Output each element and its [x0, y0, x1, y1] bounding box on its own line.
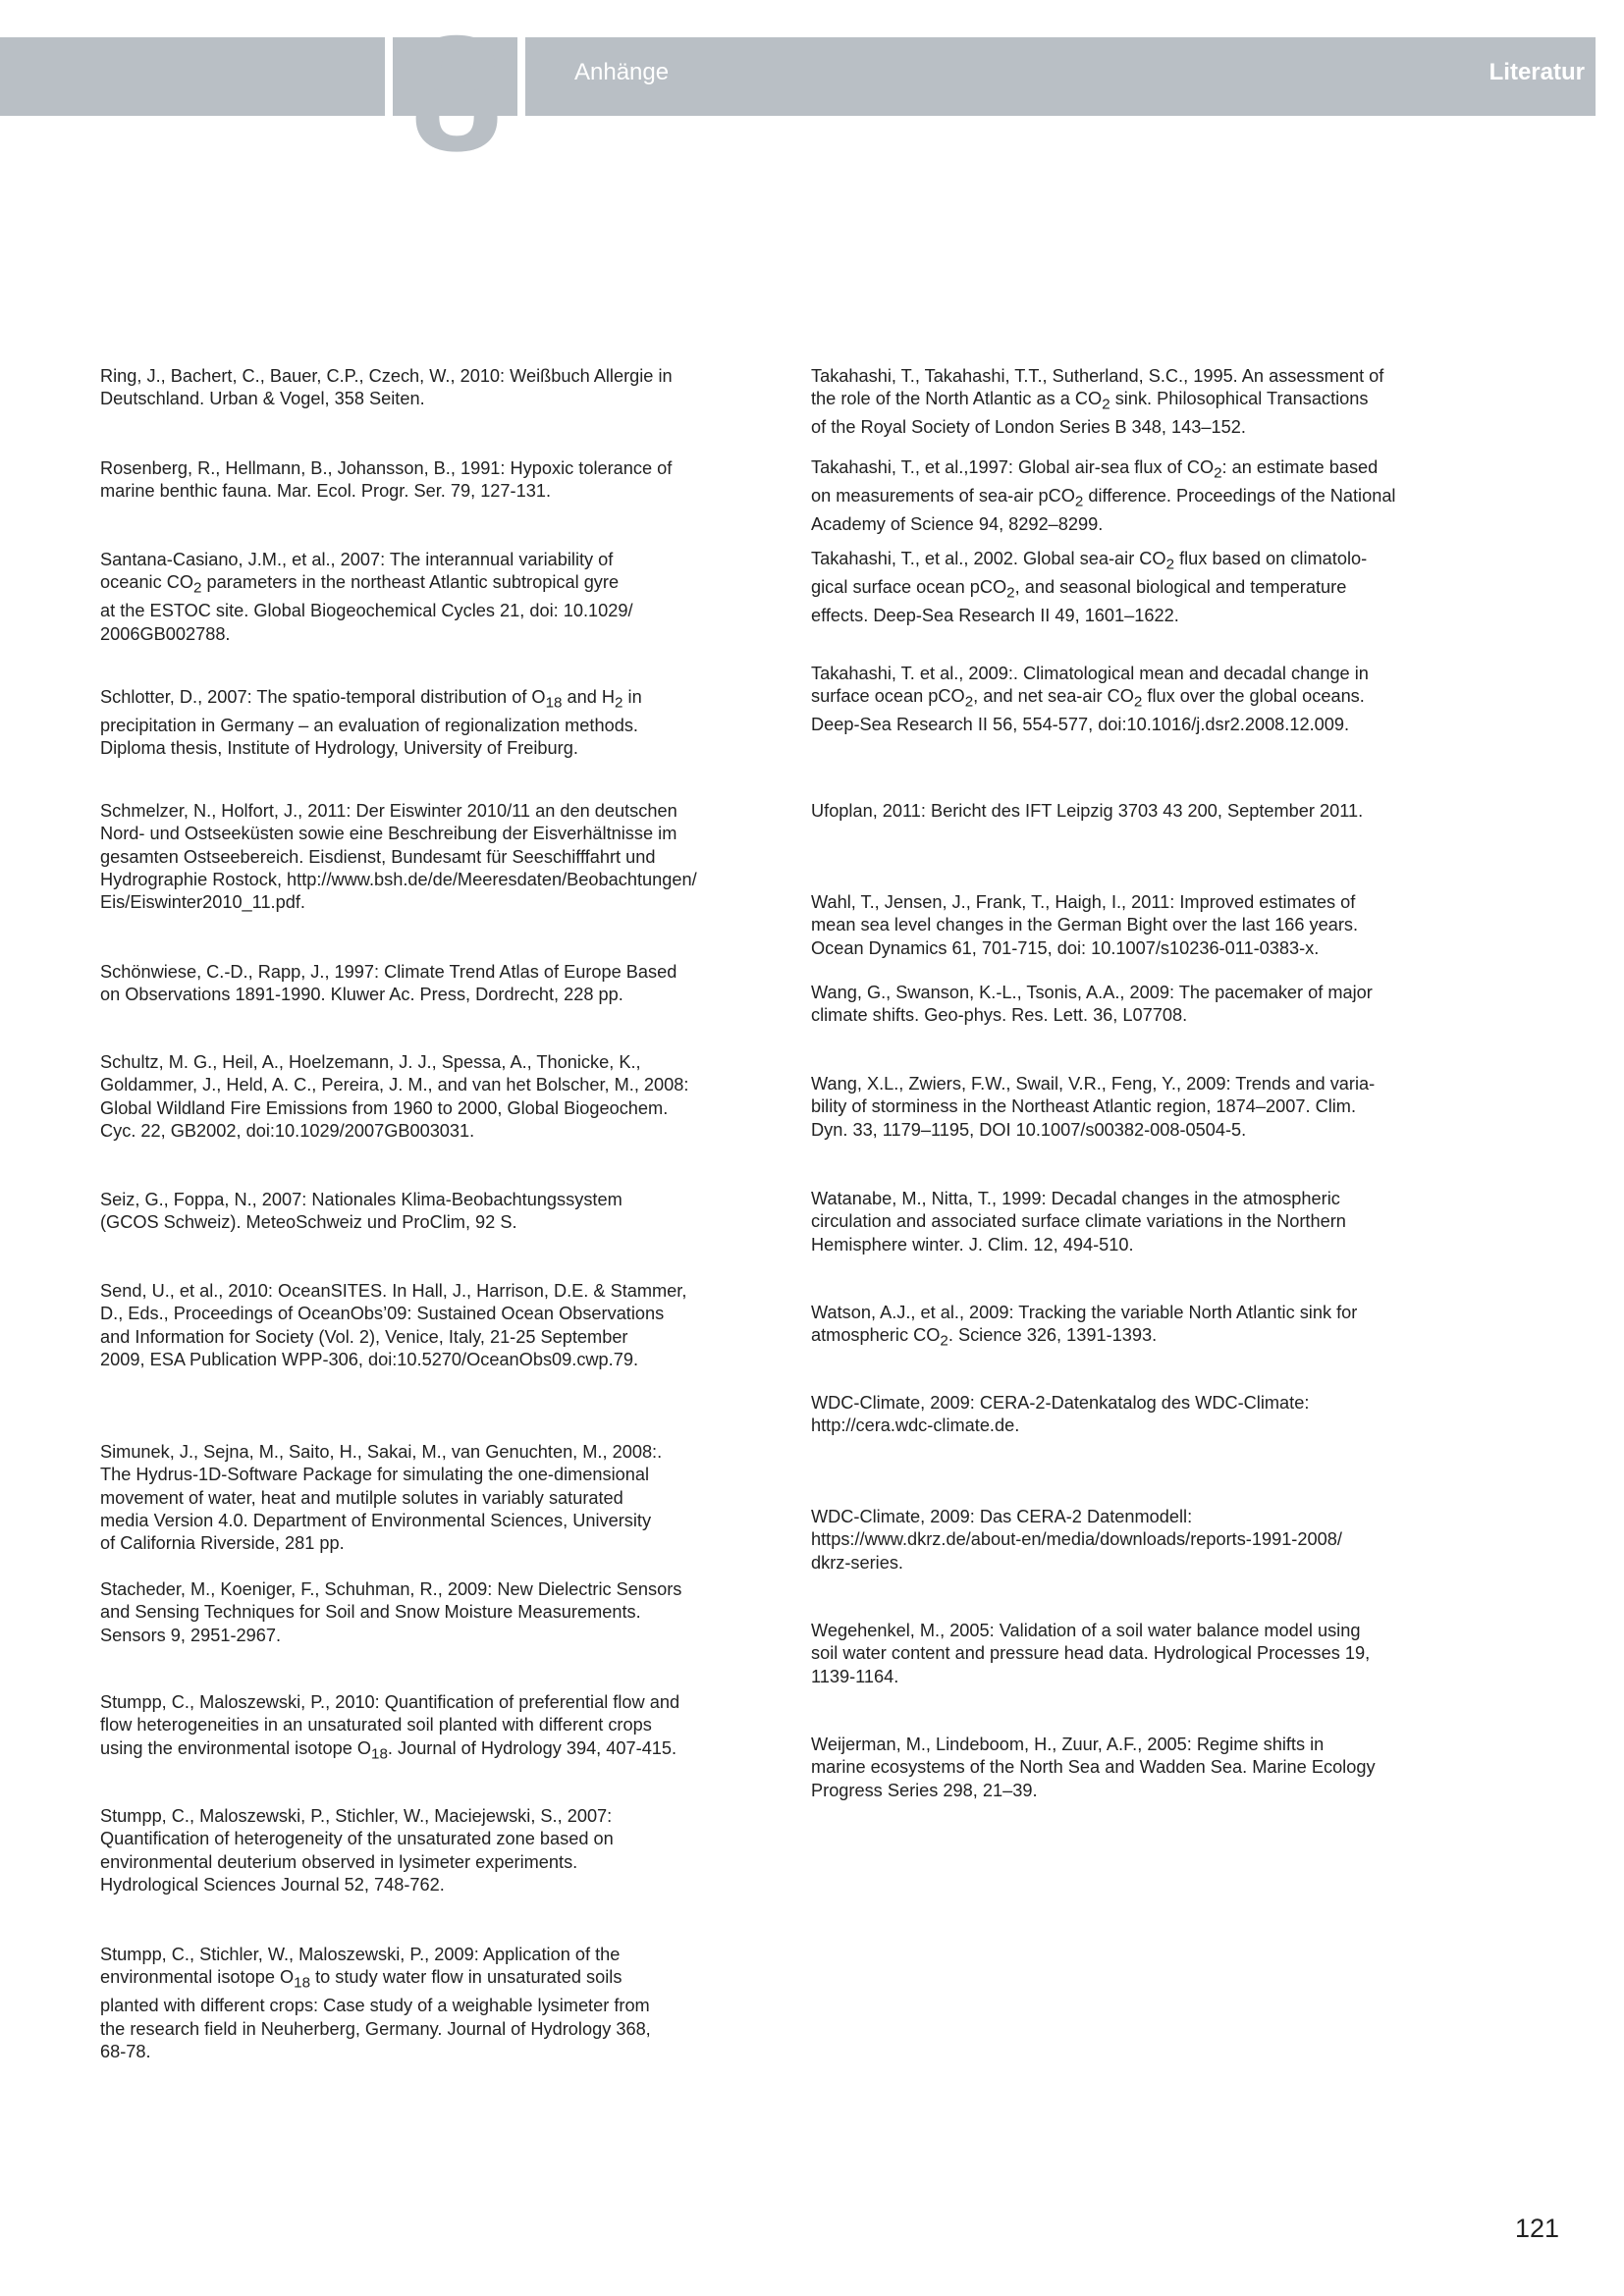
reference-entry: Schlotter, D., 2007: The spatio-temporal distribution of $O_{18}$ and $H_2$ in precipitation in Germany – an evaluation of regionalization methods. Diploma thesis, Institute of Hydrology, University of Freiburg.	[100, 687, 642, 759]
reference-entry: Takahashi, T., et al., 2002. Global sea-air $CO_2$ flux based on climatolo- gical surface ocean pCO$_2$, and seasonal biological and temperature effects. Deep-Sea Research II 49, 1601–1622.	[811, 549, 1368, 625]
reference-entry: Schmelzer, N., Holfort, J., 2011: Der Eiswinter 2010/11 an den deutschen Nord- und Ostseeküsten sowie eine Beschreibung der Eisverhältnisse im gesamten Ostseebereich. Eisdienst, Bundesamt für Seeschifffahrt und Hydrographie Rostock, http://www.bsh.de/de/Meeresdaten/Beobachtungen/ Eis/Eiswinter2010_11.pdf.	[100, 801, 697, 913]
reference-entry: Takahashi, T. et al., 2009:. Climatological mean and decadal change in surface ocean pCO$_2$, and net sea-air $CO_2$ flux over the global oceans. Deep-Sea Research II 56, 554-577, doi:10.1016/j.dsr2.2008.12.009.	[811, 664, 1369, 735]
section-name: Anhänge	[574, 59, 670, 85]
reference-entry: Wegehenkel, M., 2005: Validation of a soil water balance model using soil water content and pressure head data. Hydrological Processes 19, 1139-1164.	[811, 1621, 1371, 1686]
reference-entry: Simunek, J., Sejna, M., Saito, H., Sakai, M., van Genuchten, M., 2008:. The Hydrus-1D-Software Package for simulating the one-dimensional movement of water, heat and mutilple solutes in variably saturated media Version 4.0. Department of Environmental Sciences, University of California Riverside, 281 pp.	[100, 1442, 663, 1554]
reference-entry: Takahashi, T., Takahashi, T.T., Sutherland, S.C., 1995. An assessment of the role of the North Atlantic as a $CO_2$ sink. Philosophical Transactions of the Royal Society of London Series B 348, 143–152.	[811, 366, 1384, 438]
page-number: 121	[1514, 2214, 1559, 2243]
reference-entry: Watson, A.J., et al., 2009: Tracking the variable North Atlantic sink for atmospheric $CO_2$. Science 326, 1391-1393.	[811, 1303, 1358, 1350]
reference-entry: WDC-Climate, 2009: CERA-2-Datenkatalog des WDC-Climate: http://cera.wdc-climate.de.	[811, 1393, 1310, 1436]
reference-entry: Weijerman, M., Lindeboom, H., Zuur, A.F., 2005: Regime shifts in marine ecosystems of the North Sea and Wadden Sea. Marine Ecology Progress Series 298, 21–39.	[811, 1735, 1376, 1800]
section-title: Literatur	[1489, 59, 1585, 85]
reference-entry: Stacheder, M., Koeniger, F., Schuhman, R., 2009: New Dielectric Sensors and Sensing Techniques for Soil and Snow Moisture Measurements. Sensors 9, 2951-2967.	[100, 1579, 682, 1645]
reference-entry: Send, U., et al., 2010: OceanSITES. In Hall, J., Harrison, D.E. & Stammer, D., Eds., Proceedings of OceanObs’09: Sustained Ocean Observations and Information for Society (Vol. 2), Venice, Italy, 21-25 September 2009, ESA Publication WPP-306, doi:10.5270/OceanObs09.cwp.79.	[100, 1281, 687, 1369]
reference-entry: Stumpp, C., Maloszewski, P., 2010: Quantification of preferential flow and flow heterogeneities in an unsaturated soil planted with different crops using the environmental isotope $O_{18}$. Journal of Hydrology 394, 407-415.	[100, 1692, 680, 1763]
reference-entry: Wang, G., Swanson, K.-L., Tsonis, A.A., 2009: The pacemaker of major climate shifts. Geo-phys. Res. Lett. 36, L07708.	[811, 983, 1373, 1026]
reference-entry: Schultz, M. G., Heil, A., Hoelzemann, J. J., Spessa, A., Thonicke, K., Goldammer, J., Held, A. C., Pereira, J. M., and van het Bolscher, M., 2008: Global Wildland Fire Emissions from 1960 to 2000, Global Biogeochem. Cyc. 22, GB2002, doi:10.1029/2007GB003031.	[100, 1052, 689, 1141]
reference-entry: Santana-Casiano, J.M., et al., 2007: The interannual variability of oceanic $CO_2$ parameters in the northeast Atlantic subtropical gyre at the ESTOC site. Global Biogeochemical Cycles 21, doi: 10.1029/ 2006GB002788.	[100, 550, 633, 644]
reference-entry: Schönwiese, C.-D., Rapp, J., 1997: Climate Trend Atlas of Europe Based on Observations 1891-1990. Kluwer Ac. Press, Dordrecht, 228 pp.	[100, 962, 677, 1005]
reference-entry: Ufoplan, 2011: Bericht des IFT Leipzig 3703 43 200, September 2011.	[811, 801, 1364, 821]
reference-entry: Rosenberg, R., Hellmann, B., Johansson, B., 1991: Hypoxic tolerance of marine benthic fauna. Mar. Ecol. Progr. Ser. 79, 127-131.	[100, 458, 673, 502]
chapter-number: 8	[386, 20, 523, 167]
reference-entry: WDC-Climate, 2009: Das CERA-2 Datenmodell: https://www.dkrz.de/about-en/media/downloads/reports-1991-2008/ dkrz-series.	[811, 1507, 1342, 1573]
reference-entry: Stumpp, C., Stichler, W., Maloszewski, P., 2009: Application of the environmental isotope $O_{18}$ to study water flow in unsaturated soils planted with different crops: Case study of a weighable lysimeter from the research field in Neuherberg, Germany. Journal of Hydrology 368, 68-78.	[100, 1945, 651, 2061]
reference-entry: Ring, J., Bachert, C., Bauer, C.P., Czech, W., 2010: Weißbuch Allergie in Deutschland. Urban & Vogel, 358 Seiten.	[100, 366, 673, 409]
reference-entry: Wang, X.L., Zwiers, F.W., Swail, V.R., Feng, Y., 2009: Trends and varia- bility of storminess in the Northeast Atlantic region, 1874–2007. Clim. Dyn. 33, 1179–1195, DOI 10.1007/s00382-008-0504-5.	[811, 1074, 1376, 1140]
reference-entry: Stumpp, C., Maloszewski, P., Stichler, W., Maciejewski, S., 2007: Quantification of heterogeneity of the unsaturated zone based on environmental deuterium observed in lysimeter experiments. Hydrological Sciences Journal 52, 748-762.	[100, 1806, 614, 1895]
reference-entry: Wahl, T., Jensen, J., Frank, T., Haigh, I., 2011: Improved estimates of mean sea level changes in the German Bight over the last 166 years. Ocean Dynamics 61, 701-715, doi: 10.1007/s10236-011-0383-x.	[811, 892, 1359, 958]
header-bar	[0, 37, 1596, 116]
reference-entry: Seiz, G., Foppa, N., 2007: Nationales Klima-Beobachtungssystem (GCOS Schweiz). MeteoSchweiz und ProClim, 92 S.	[100, 1190, 623, 1233]
reference-entry: Takahashi, T., et al.,1997: Global air-sea flux of $CO_2$: an estimate based on measurements of sea-air pCO$_2$ difference. Proceedings of the National Academy of Science 94, 8292–8299.	[811, 457, 1396, 534]
reference-entry: Watanabe, M., Nitta, T., 1999: Decadal changes in the atmospheric circulation and associated surface climate variations in the Northern Hemisphere winter. J. Clim. 12, 494-510.	[811, 1189, 1346, 1255]
